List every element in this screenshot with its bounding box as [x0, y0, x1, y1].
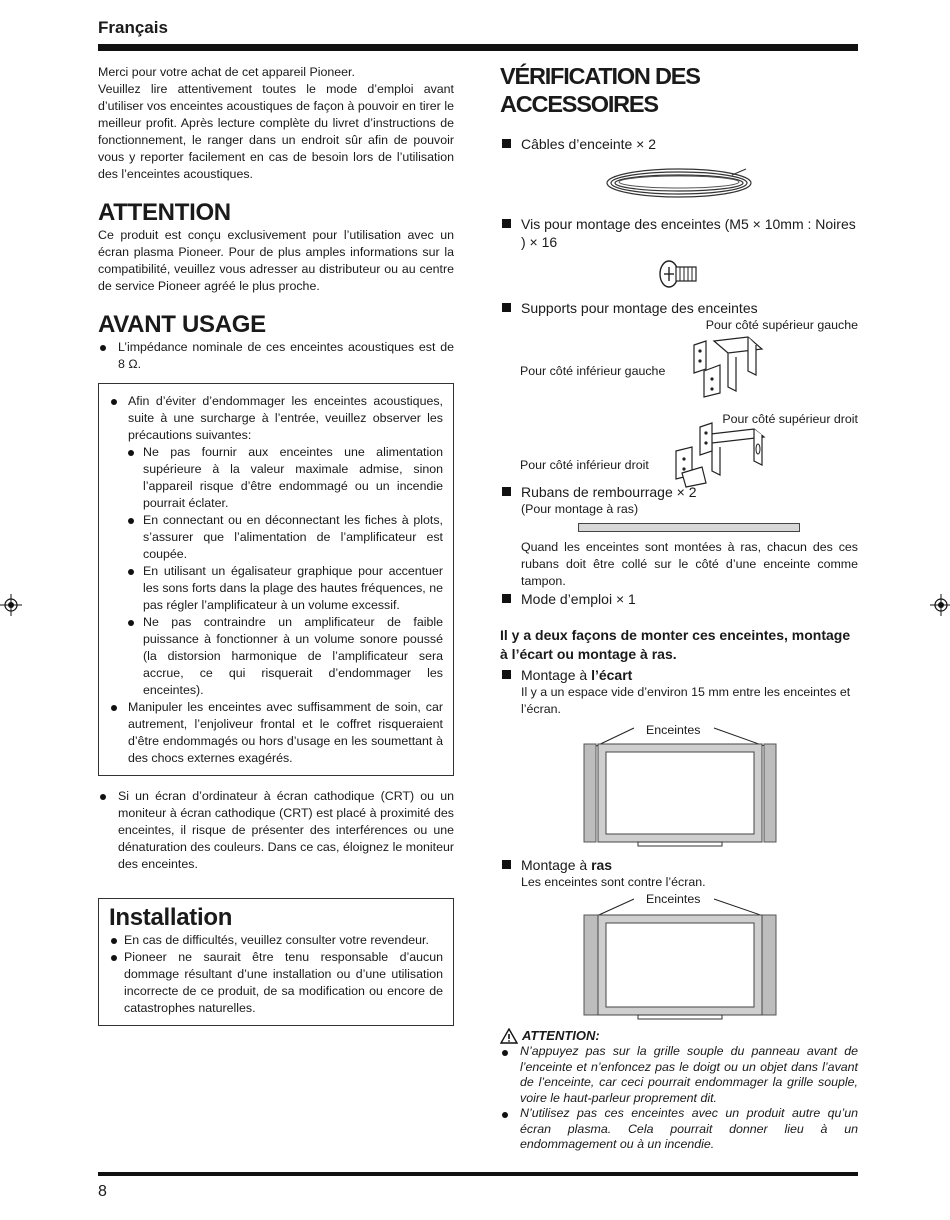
language-header: Français: [98, 18, 168, 37]
page-number: 8: [98, 1183, 107, 1200]
screws-item: Vis pour montage des enceintes (M5 × 10mm : Noires ) × 16: [500, 215, 858, 251]
ras-label-bold: ras: [591, 857, 613, 873]
ecart-figure: [500, 718, 858, 850]
installation-item: Pioneer ne saurait être tenu responsable d’aucun dommage résultant d’une installation ou d’une utilisation incorrecte de ce produit, de sa modification ou encore de catastrophes naturelles.: [109, 949, 443, 1017]
left-column: [98, 64, 454, 1026]
bracket-left-icon: [686, 331, 766, 399]
mount-intro: Il y a deux façons de monter ces enceintes, montage à l’écart ou montage à ras.: [500, 627, 851, 662]
cables-item: Câbles d’enceinte × 2: [500, 135, 858, 153]
ecart-label-bold: l’écart: [591, 667, 633, 683]
supports-item: Supports pour montage des enceintes: [500, 299, 858, 317]
ras-desc: Les enceintes sont contre l’écran.: [521, 875, 706, 889]
precaution-subitem: En connectant ou en déconnectant les fiches à plots, s’assurer que l’alimentation de l’amplificateur est coupée.: [126, 512, 443, 563]
manual-item: Mode d’emploi × 1: [500, 590, 858, 608]
warning-item: N’appuyez pas sur la grille souple du panneau avant de l’enceinte et n’enfoncez pas le doigt ou un objet dans l’avant de l’enceinte, car ceci pourrait endommager la grille souple, voire le haut-parleur proprement dit.: [500, 1044, 858, 1106]
ras-label: [500, 856, 858, 874]
impedance-bullet: L’impédance nominale de ces enceintes acoustiques est de 8 Ω.: [98, 339, 454, 373]
right-column: [500, 62, 858, 1153]
ecart-desc: Il y a un espace vide d’environ 15 mm entre les enceintes et l’écran.: [521, 685, 851, 716]
precaution-item: Manipuler les enceintes avec suffisamment de soin, car autrement, l’enjoliveur frontal et le coffret risqueraient d’être endommagés ou hors d’usage en les soumettant à des chocs externes exagérés.: [109, 699, 443, 767]
ras-figure: [500, 891, 858, 1025]
bracket-right-icon: [672, 421, 768, 489]
warning-item: N’utilisez pas ces enceintes avec un produit autre qu’un écran plasma. Cela pourrait donner lieu à un endommagement ou à un incendie.: [500, 1106, 858, 1153]
intro-line: Merci pour votre achat de cet appareil Pioneer.: [98, 65, 355, 79]
ecart-label: [500, 666, 858, 684]
precaution-subitem: En utilisant un égalisateur graphique pour accentuer les sons forts dans la plage des hautes fréquences, ne pas régler l’amplificateur à un volume excessif.: [126, 563, 443, 614]
footer-rule: [98, 1172, 858, 1176]
precaution-sublist: [109, 444, 443, 699]
accessories-heading: VÉRIFICATION DES ACCESSOIRES: [500, 63, 700, 117]
ras-mount-diagram: [582, 891, 778, 1025]
installation-box: [98, 898, 454, 1026]
warning-triangle-icon: [500, 1028, 518, 1044]
rubans-note: Quand les enceintes sont montées à ras, chacun des ces rubans doit être collé sur le côté d’une enceinte comme tampon.: [521, 540, 858, 588]
support-caption: Pour côté inférieur droit: [520, 458, 649, 472]
registration-mark-icon: [0, 594, 22, 616]
rubans-item: Rubans de rembourrage × 2: [500, 483, 858, 501]
precaution-subitem: Ne pas contraindre un amplificateur de faible puissance à fonctionner à un volume sonore poussé (la distorsion harmonique de l’amplificateur sera accrue, ce qui risquerait d’endommager les enceintes).: [126, 614, 443, 699]
attention-text: Ce produit est conçu exclusivement pour l’utilisation avec un écran plasma Pioneer. Pour de plus amples informations sur la compatibilité, veuillez vous adresser au distributeur ou au centre de service Pioneer agréé le plus proche.: [98, 228, 454, 293]
speakers-label: Enceintes: [646, 723, 701, 737]
precaution-subitem: Ne pas fournir aux enceintes une alimentation supérieure à la valeur maximale admise, sinon l’appareil risque d’être endommagé ou un incendie pourrait éclater.: [126, 444, 443, 512]
crt-bullet: Si un écran d’ordinateur à écran cathodique (CRT) ou un moniteur à écran cathodique (CRT) est placé à proximité des enceintes, il risque de présenter des interférences ou une dénaturation des couleurs. Dans ce cas, éloignez le moniteur des enceintes.: [98, 788, 454, 873]
support-caption: Pour côté inférieur gauche: [520, 364, 666, 378]
installation-item: En cas de difficultés, veuillez consulter votre revendeur.: [109, 932, 443, 949]
screw-icon: [658, 257, 700, 291]
registration-mark-icon: [930, 594, 950, 616]
precaution-item: Afin d’éviter d’endommager les enceintes acoustiques, suite à une surcharge à l’entrée, veuillez observer les précautions suivantes:: [109, 393, 443, 444]
supports-figure: [500, 317, 858, 489]
ecart-mount-diagram: [582, 718, 778, 850]
support-caption: Pour côté supérieur droit: [722, 412, 858, 426]
warning-title-text: ATTENTION:: [522, 1028, 600, 1043]
warning-title: [500, 1027, 858, 1044]
avant-usage-heading: AVANT USAGE: [98, 311, 266, 338]
rubans-sub: (Pour montage à ras): [521, 502, 639, 516]
intro-paragraph: Veuillez lire attentivement toutes le mode d’emploi avant d’utiliser vos enceintes acoustiques de façon à pouvoir en tirer le meilleur profit. Après lecture complète du livret d’instructions de fonctionnement, le ranger dans un endroit sûr afin de pouvoir vous y reporter facilement en cas de besoin lors de l’utilisation des l’enceintes acoustiques.: [98, 82, 454, 181]
speakers-label: Enceintes: [646, 892, 701, 906]
attention-heading: ATTENTION: [98, 199, 231, 226]
installation-heading: Installation: [109, 904, 233, 931]
ras-label-prefix: Montage à: [521, 857, 592, 873]
precautions-box: [98, 383, 454, 776]
padding-tape-graphic: [578, 523, 800, 532]
speaker-cable-icon: [604, 163, 754, 203]
ecart-label-prefix: Montage à: [521, 667, 592, 683]
support-caption: Pour côté supérieur gauche: [705, 318, 858, 332]
header-rule: [98, 44, 858, 51]
